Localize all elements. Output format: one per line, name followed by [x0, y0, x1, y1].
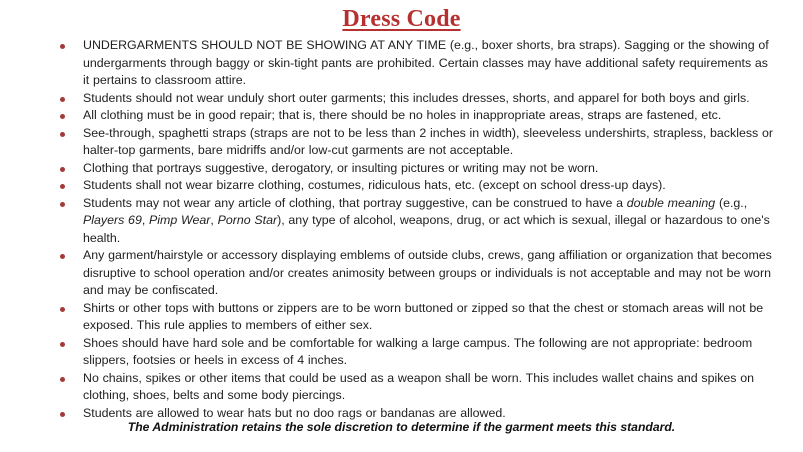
bullet-icon [60, 44, 65, 49]
bullet-icon [60, 184, 65, 189]
emphasis: Players 69 [83, 213, 142, 227]
bullet-icon [60, 342, 65, 347]
rule-text: Students are allowed to wear hats but no doo rags or bandanas are allowed. [83, 405, 506, 420]
bullet-icon [60, 114, 65, 119]
rule-text: No chains, spikes or other items that could be used as a weapon shall be worn. This includes wallet chains and spikes on clothing, shoes, belts and some body piercings. [83, 370, 755, 402]
rule-text: UNDERGARMENTS SHOULD NOT BE SHOWING AT ANY TIME (e.g., boxer shorts, bra straps). Sagging or the showing of undergarments through baggy or skin-tight pants are prohibited. Certain classes may have additional safety requirements as it pertains to classroom attire. [83, 38, 769, 87]
rule-item [0, 300, 803, 335]
administration-note: The Administration retains the sole discretion to determine if the garment meets this standard. [127, 420, 676, 434]
emphasis: double meaning [626, 195, 716, 210]
rule-text: Students may not wear any article of clothing, that portray suggestive, can be construed to have a double meaning (e.g., Players 69, Pimp Wear, Porno Star), any type of alcohol, weapons, drug, or act which is sexual, illegal or hazardous to one's health. [83, 195, 770, 245]
page-title [0, 5, 803, 33]
rule-text: Shoes should have hard sole and be comfortable for walking a large campus. The following are not appropriate: bedroom slippers, footsies or heels in excess of 4 inches. [83, 335, 753, 367]
rule-text: Students shall not wear bizarre clothing, costumes, ridiculous hats, etc. (except on school dress-up days). [83, 178, 666, 192]
rule-item [0, 247, 803, 300]
bullet-icon [60, 202, 65, 207]
rule-item [0, 125, 803, 160]
page-title-text: Dress Code [342, 6, 461, 32]
rule-item [0, 177, 803, 195]
emphasis: Pimp Wear [149, 213, 211, 227]
rule-text: Clothing that portrays suggestive, derogatory, or insulting pictures or writing may not be worn. [83, 160, 599, 175]
rule-item [0, 195, 803, 248]
rule-item [0, 370, 803, 405]
bullet-icon [60, 307, 65, 312]
bullet-icon [60, 254, 65, 259]
rule-item [0, 37, 803, 90]
rule-text: Shirts or other tops with buttons or zippers are to be worn buttoned or zipped so that the chest or stomach areas will not be exposed. This rule applies to members of either sex. [83, 300, 764, 332]
rule-text: All clothing must be in good repair; that is, there should be no holes in inappropriate areas, straps are fastened, etc. [83, 108, 722, 122]
bullet-icon [60, 97, 65, 102]
bullet-icon [60, 412, 65, 417]
bullet-icon [60, 167, 65, 172]
rule-text: Any garment/hairstyle or accessory displaying emblems of outside clubs, crews, gang affiliation or organization that becomes disruptive to school operation and/or creates animosity between groups or individuals is not acceptable and may not be worn and may be confiscated. [83, 248, 772, 297]
rule-item [0, 160, 803, 178]
rule-text: Students should not wear unduly short outer garments; this includes dresses, shorts, and apparel for both boys and girls. [83, 90, 750, 105]
rule-item [0, 107, 803, 125]
bullet-icon [60, 377, 65, 382]
bullet-icon [60, 132, 65, 137]
rules-list [0, 37, 803, 422]
rule-text: See-through, spaghetti straps (straps are not to be less than 2 inches in width), sleeveless undershirts, strapless, backless or halter-top garments, bare midriffs and/or low-cut garments are not acceptable. [83, 125, 773, 157]
rule-item [0, 90, 803, 108]
emphasis: Porno Star [217, 213, 278, 227]
rule-item [0, 335, 803, 370]
